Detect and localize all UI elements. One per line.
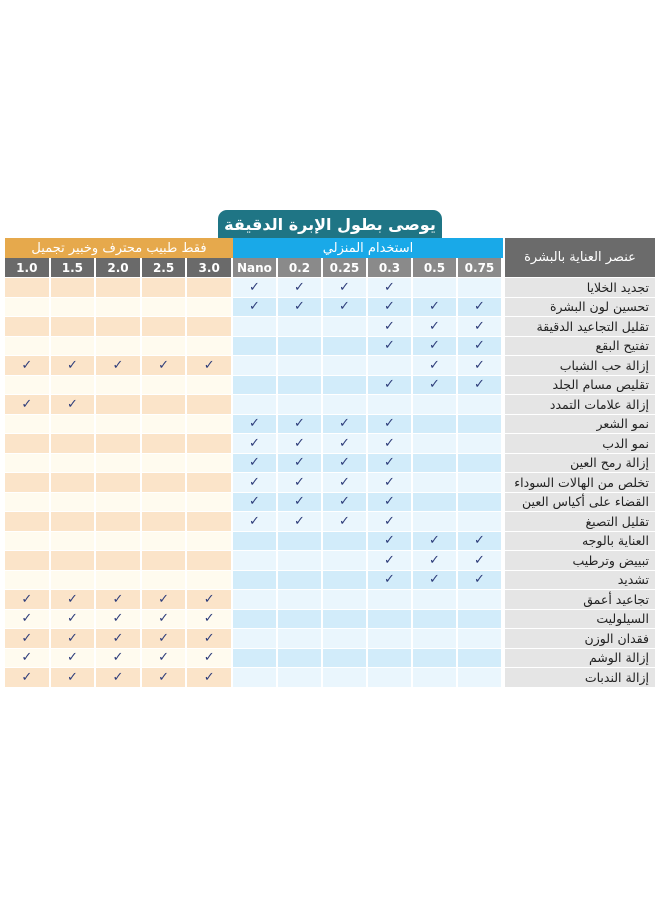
empty-cell — [323, 610, 368, 630]
check-icon: ✓ — [368, 298, 413, 318]
table-row — [5, 571, 655, 591]
skincare-item-header: عنصر العناية بالبشرة — [505, 238, 655, 277]
table-row — [5, 668, 655, 688]
check-icon: ✓ — [458, 317, 503, 337]
skincare-item-label: العناية بالوجه — [505, 532, 655, 552]
column-header-home: 0.5 — [413, 258, 458, 277]
empty-cell — [278, 551, 323, 571]
empty-cell — [187, 454, 233, 474]
column-header-pro: 2.0 — [96, 258, 142, 277]
empty-cell — [278, 395, 323, 415]
empty-cell — [187, 376, 233, 396]
check-icon: ✓ — [233, 473, 278, 493]
table-row — [5, 356, 655, 376]
empty-cell — [323, 337, 368, 357]
empty-cell — [368, 629, 413, 649]
empty-cell — [187, 551, 233, 571]
empty-cell — [51, 454, 97, 474]
check-icon: ✓ — [51, 610, 97, 630]
empty-cell — [413, 434, 458, 454]
empty-cell — [458, 493, 503, 513]
table-row — [5, 532, 655, 552]
empty-cell — [233, 610, 278, 630]
check-icon: ✓ — [5, 590, 51, 610]
empty-cell — [368, 356, 413, 376]
empty-cell — [5, 512, 51, 532]
skincare-item-label: تبييض وترطيب — [505, 551, 655, 571]
empty-cell — [458, 610, 503, 630]
check-icon: ✓ — [323, 434, 368, 454]
check-icon: ✓ — [413, 337, 458, 357]
check-icon: ✓ — [413, 551, 458, 571]
empty-cell — [5, 532, 51, 552]
empty-cell — [142, 493, 188, 513]
check-icon: ✓ — [278, 298, 323, 318]
table-row — [5, 454, 655, 474]
check-icon: ✓ — [458, 532, 503, 552]
skincare-item-label: تقليص مسام الجلد — [505, 376, 655, 396]
empty-cell — [323, 317, 368, 337]
empty-cell — [142, 298, 188, 318]
empty-cell — [187, 278, 233, 298]
empty-cell — [233, 668, 278, 688]
empty-cell — [458, 512, 503, 532]
skincare-item-label: تفتيح البقع — [505, 337, 655, 357]
empty-cell — [323, 571, 368, 591]
empty-cell — [142, 376, 188, 396]
check-icon: ✓ — [368, 434, 413, 454]
empty-cell — [5, 415, 51, 435]
empty-cell — [458, 668, 503, 688]
empty-cell — [142, 454, 188, 474]
empty-cell — [51, 376, 97, 396]
empty-cell — [187, 337, 233, 357]
column-header-pro: 1.0 — [5, 258, 51, 277]
check-icon: ✓ — [368, 512, 413, 532]
check-icon: ✓ — [5, 668, 51, 688]
check-icon: ✓ — [96, 649, 142, 669]
check-icon: ✓ — [233, 434, 278, 454]
empty-cell — [323, 356, 368, 376]
check-icon: ✓ — [96, 590, 142, 610]
empty-cell — [5, 298, 51, 318]
check-icon: ✓ — [51, 590, 97, 610]
check-icon: ✓ — [233, 298, 278, 318]
empty-cell — [413, 649, 458, 669]
empty-cell — [233, 337, 278, 357]
empty-cell — [96, 454, 142, 474]
check-icon: ✓ — [323, 415, 368, 435]
empty-cell — [458, 454, 503, 474]
empty-cell — [5, 278, 51, 298]
check-icon: ✓ — [278, 512, 323, 532]
empty-cell — [458, 629, 503, 649]
skincare-item-label: إزالة علامات التمدد — [505, 395, 655, 415]
empty-cell — [96, 298, 142, 318]
check-icon: ✓ — [323, 454, 368, 474]
empty-cell — [96, 376, 142, 396]
skincare-item-label: القضاء على أكياس العين — [505, 493, 655, 513]
empty-cell — [142, 512, 188, 532]
skincare-item-label: تخلص من الهالات السوداء — [505, 473, 655, 493]
empty-cell — [368, 668, 413, 688]
empty-cell — [458, 395, 503, 415]
empty-cell — [278, 649, 323, 669]
check-icon: ✓ — [142, 649, 188, 669]
check-icon: ✓ — [142, 590, 188, 610]
table-row — [5, 395, 655, 415]
empty-cell — [187, 434, 233, 454]
empty-cell — [187, 395, 233, 415]
empty-cell — [323, 395, 368, 415]
check-icon: ✓ — [278, 473, 323, 493]
empty-cell — [233, 590, 278, 610]
empty-cell — [96, 278, 142, 298]
check-icon: ✓ — [5, 610, 51, 630]
column-header-home: 0.3 — [368, 258, 413, 277]
professional-group-header: فقط طبيب محترف وخبير تجميل — [5, 238, 233, 258]
check-icon: ✓ — [368, 532, 413, 552]
check-icon: ✓ — [187, 668, 233, 688]
empty-cell — [323, 551, 368, 571]
table-row — [5, 473, 655, 493]
check-icon: ✓ — [278, 415, 323, 435]
empty-cell — [323, 668, 368, 688]
check-icon: ✓ — [5, 356, 51, 376]
check-icon: ✓ — [233, 454, 278, 474]
empty-cell — [368, 610, 413, 630]
empty-cell — [142, 532, 188, 552]
table-row — [5, 376, 655, 396]
empty-cell — [413, 415, 458, 435]
column-header-pro: 2.5 — [142, 258, 188, 277]
skincare-item-label: تجديد الخلايا — [505, 278, 655, 298]
check-icon: ✓ — [368, 571, 413, 591]
empty-cell — [51, 278, 97, 298]
empty-cell — [96, 337, 142, 357]
empty-cell — [323, 629, 368, 649]
check-icon: ✓ — [51, 649, 97, 669]
empty-cell — [233, 551, 278, 571]
empty-cell — [51, 415, 97, 435]
check-icon: ✓ — [323, 473, 368, 493]
check-icon: ✓ — [458, 571, 503, 591]
check-icon: ✓ — [368, 551, 413, 571]
empty-cell — [413, 454, 458, 474]
check-icon: ✓ — [368, 317, 413, 337]
empty-cell — [96, 473, 142, 493]
empty-cell — [323, 649, 368, 669]
empty-cell — [5, 473, 51, 493]
check-icon: ✓ — [368, 415, 413, 435]
empty-cell — [458, 278, 503, 298]
empty-cell — [368, 649, 413, 669]
check-icon: ✓ — [413, 317, 458, 337]
empty-cell — [458, 649, 503, 669]
check-icon: ✓ — [458, 337, 503, 357]
check-icon: ✓ — [278, 454, 323, 474]
check-icon: ✓ — [5, 649, 51, 669]
empty-cell — [142, 434, 188, 454]
empty-cell — [51, 551, 97, 571]
empty-cell — [5, 317, 51, 337]
empty-cell — [96, 395, 142, 415]
check-icon: ✓ — [458, 551, 503, 571]
empty-cell — [368, 590, 413, 610]
check-icon: ✓ — [5, 629, 51, 649]
home-use-group-header: استخدام المنزلي — [233, 238, 503, 258]
check-icon: ✓ — [368, 473, 413, 493]
empty-cell — [51, 298, 97, 318]
check-icon: ✓ — [233, 415, 278, 435]
check-icon: ✓ — [96, 356, 142, 376]
empty-cell — [233, 649, 278, 669]
check-icon: ✓ — [278, 434, 323, 454]
empty-cell — [278, 356, 323, 376]
empty-cell — [96, 532, 142, 552]
empty-cell — [278, 317, 323, 337]
table-row — [5, 298, 655, 318]
skincare-item-label: فقدان الوزن — [505, 629, 655, 649]
empty-cell — [5, 551, 51, 571]
skincare-item-label: تقليل التجاعيد الدقيقة — [505, 317, 655, 337]
table-row — [5, 317, 655, 337]
empty-cell — [51, 532, 97, 552]
empty-cell — [413, 610, 458, 630]
check-icon: ✓ — [458, 356, 503, 376]
empty-cell — [368, 395, 413, 415]
empty-cell — [96, 415, 142, 435]
check-icon: ✓ — [368, 278, 413, 298]
column-header-home: 0.2 — [278, 258, 323, 277]
empty-cell — [233, 629, 278, 649]
empty-cell — [233, 532, 278, 552]
column-header-pro: 3.0 — [187, 258, 233, 277]
skincare-item-label: نمو الشعر — [505, 415, 655, 435]
empty-cell — [458, 434, 503, 454]
empty-cell — [413, 512, 458, 532]
empty-cell — [233, 356, 278, 376]
empty-cell — [51, 571, 97, 591]
empty-cell — [413, 278, 458, 298]
empty-cell — [323, 532, 368, 552]
check-icon: ✓ — [96, 668, 142, 688]
check-icon: ✓ — [5, 395, 51, 415]
table-row — [5, 278, 655, 298]
chart-title: يوصى بطول الإبرة الدقيقة — [218, 210, 442, 238]
skincare-item-label: نمو الدب — [505, 434, 655, 454]
check-icon: ✓ — [278, 278, 323, 298]
empty-cell — [51, 337, 97, 357]
column-header-home: Nano — [233, 258, 278, 277]
empty-cell — [96, 551, 142, 571]
empty-cell — [187, 473, 233, 493]
empty-cell — [5, 493, 51, 513]
check-icon: ✓ — [51, 668, 97, 688]
empty-cell — [142, 415, 188, 435]
check-icon: ✓ — [96, 629, 142, 649]
check-icon: ✓ — [233, 278, 278, 298]
table-row — [5, 493, 655, 513]
empty-cell — [142, 278, 188, 298]
empty-cell — [5, 337, 51, 357]
table-row — [5, 551, 655, 571]
check-icon: ✓ — [323, 493, 368, 513]
column-header-pro: 1.5 — [51, 258, 97, 277]
check-icon: ✓ — [142, 610, 188, 630]
empty-cell — [5, 434, 51, 454]
empty-cell — [142, 395, 188, 415]
empty-cell — [96, 493, 142, 513]
empty-cell — [5, 571, 51, 591]
empty-cell — [187, 415, 233, 435]
column-header-home: 0.75 — [458, 258, 503, 277]
empty-cell — [142, 473, 188, 493]
check-icon: ✓ — [96, 610, 142, 630]
empty-cell — [142, 551, 188, 571]
check-icon: ✓ — [413, 298, 458, 318]
empty-cell — [142, 317, 188, 337]
empty-cell — [278, 610, 323, 630]
empty-cell — [233, 317, 278, 337]
empty-cell — [278, 668, 323, 688]
check-icon: ✓ — [323, 298, 368, 318]
table-row — [5, 649, 655, 669]
check-icon: ✓ — [187, 610, 233, 630]
table-row — [5, 629, 655, 649]
table-row — [5, 434, 655, 454]
empty-cell — [96, 571, 142, 591]
empty-cell — [51, 317, 97, 337]
empty-cell — [96, 434, 142, 454]
empty-cell — [413, 668, 458, 688]
empty-cell — [142, 571, 188, 591]
check-icon: ✓ — [413, 356, 458, 376]
check-icon: ✓ — [413, 571, 458, 591]
empty-cell — [278, 376, 323, 396]
empty-cell — [413, 493, 458, 513]
empty-cell — [187, 512, 233, 532]
empty-cell — [187, 298, 233, 318]
empty-cell — [413, 473, 458, 493]
empty-cell — [278, 337, 323, 357]
check-icon: ✓ — [413, 532, 458, 552]
skincare-item-label: إزالة حب الشباب — [505, 356, 655, 376]
empty-cell — [278, 571, 323, 591]
check-icon: ✓ — [142, 356, 188, 376]
check-icon: ✓ — [142, 629, 188, 649]
empty-cell — [96, 317, 142, 337]
empty-cell — [51, 512, 97, 532]
check-icon: ✓ — [187, 590, 233, 610]
check-icon: ✓ — [51, 395, 97, 415]
table-row — [5, 610, 655, 630]
empty-cell — [96, 512, 142, 532]
empty-cell — [5, 376, 51, 396]
check-icon: ✓ — [368, 376, 413, 396]
check-icon: ✓ — [233, 493, 278, 513]
check-icon: ✓ — [458, 376, 503, 396]
empty-cell — [458, 415, 503, 435]
empty-cell — [51, 473, 97, 493]
empty-cell — [187, 317, 233, 337]
check-icon: ✓ — [51, 356, 97, 376]
empty-cell — [278, 629, 323, 649]
check-icon: ✓ — [142, 668, 188, 688]
empty-cell — [187, 532, 233, 552]
check-icon: ✓ — [323, 512, 368, 532]
needle-length-header-row — [5, 258, 503, 277]
empty-cell — [5, 454, 51, 474]
skincare-item-label: إزالة الندبات — [505, 668, 655, 688]
empty-cell — [142, 337, 188, 357]
empty-cell — [278, 532, 323, 552]
table-row — [5, 415, 655, 435]
skincare-item-label: تشديد — [505, 571, 655, 591]
table-row — [5, 590, 655, 610]
empty-cell — [187, 493, 233, 513]
empty-cell — [233, 571, 278, 591]
column-header-home: 0.25 — [323, 258, 368, 277]
skincare-item-label: تقليل التصبغ — [505, 512, 655, 532]
empty-cell — [323, 590, 368, 610]
check-icon: ✓ — [368, 337, 413, 357]
empty-cell — [187, 571, 233, 591]
empty-cell — [413, 629, 458, 649]
check-icon: ✓ — [278, 493, 323, 513]
check-icon: ✓ — [187, 356, 233, 376]
skincare-item-label: تحسين لون البشرة — [505, 298, 655, 318]
check-icon: ✓ — [233, 512, 278, 532]
skincare-item-label: السيلوليت — [505, 610, 655, 630]
check-icon: ✓ — [187, 629, 233, 649]
check-icon: ✓ — [368, 493, 413, 513]
check-icon: ✓ — [413, 376, 458, 396]
empty-cell — [413, 395, 458, 415]
check-icon: ✓ — [323, 278, 368, 298]
skincare-item-label: إزالة الوشم — [505, 649, 655, 669]
empty-cell — [233, 376, 278, 396]
compatibility-table — [5, 278, 655, 688]
check-icon: ✓ — [187, 649, 233, 669]
empty-cell — [323, 376, 368, 396]
empty-cell — [233, 395, 278, 415]
empty-cell — [458, 590, 503, 610]
check-icon: ✓ — [368, 454, 413, 474]
skincare-item-label: تجاعيد أعمق — [505, 590, 655, 610]
skincare-item-label: إزالة رمح العين — [505, 454, 655, 474]
check-icon: ✓ — [458, 298, 503, 318]
empty-cell — [458, 473, 503, 493]
empty-cell — [51, 434, 97, 454]
check-icon: ✓ — [51, 629, 97, 649]
table-row — [5, 337, 655, 357]
empty-cell — [51, 493, 97, 513]
empty-cell — [413, 590, 458, 610]
table-row — [5, 512, 655, 532]
empty-cell — [278, 590, 323, 610]
